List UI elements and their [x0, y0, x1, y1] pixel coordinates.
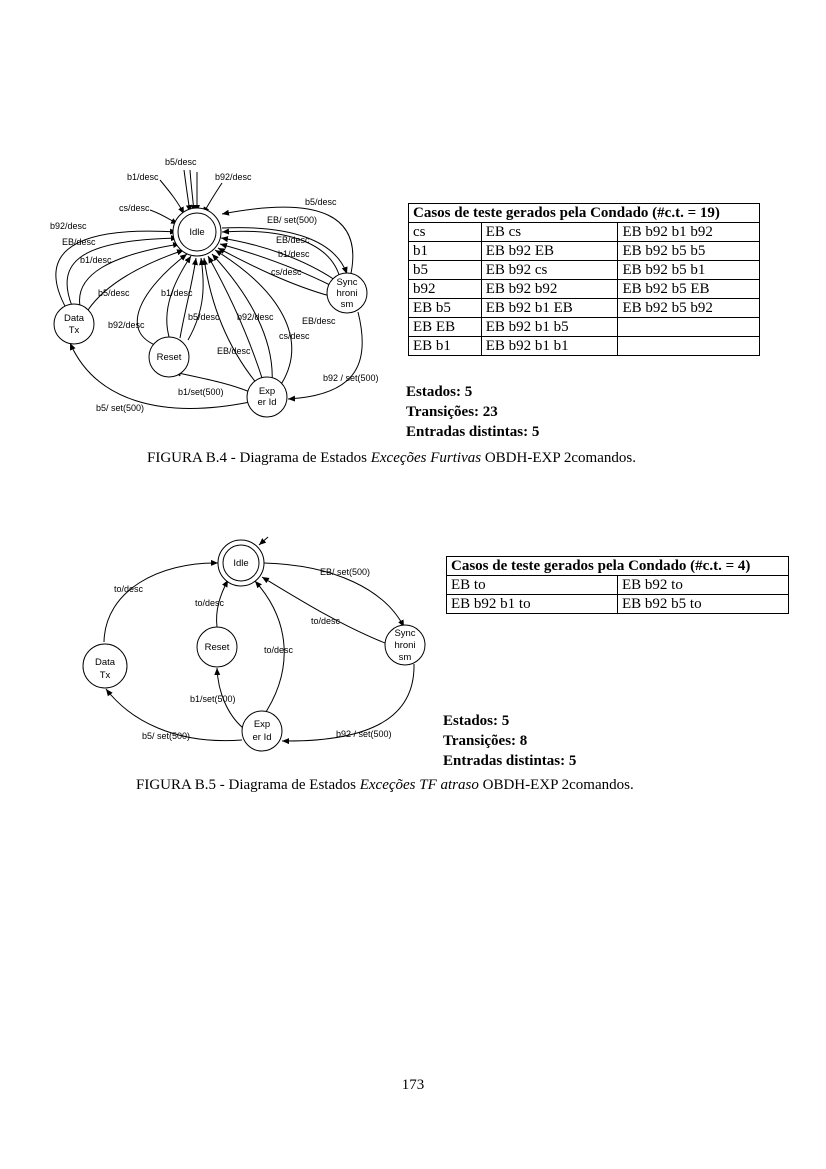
- b4-state-idle: [173, 208, 221, 256]
- svg-text:to/desc: to/desc: [264, 645, 294, 655]
- caption-italic: Exceções TF atraso: [359, 777, 479, 793]
- table-cell: [618, 318, 760, 337]
- svg-text:b5/desc: b5/desc: [188, 312, 220, 322]
- table-cell: EB b1: [409, 337, 482, 356]
- svg-text:Data: Data: [63, 313, 85, 324]
- table-cell: EB EB: [409, 318, 482, 337]
- b4-state-experid: [247, 377, 287, 417]
- svg-text:Reset: Reset: [156, 352, 182, 363]
- stat-transicoes: Transições: 8: [443, 733, 528, 749]
- b5-state-sync: [385, 625, 425, 665]
- svg-text:Sync: Sync: [394, 628, 416, 639]
- svg-text:b92 / set(500): b92 / set(500): [336, 729, 392, 739]
- table-cell: b1: [409, 242, 482, 261]
- svg-text:cs/desc: cs/desc: [279, 331, 310, 341]
- svg-text:hroni: hroni: [336, 288, 358, 299]
- table-row: [409, 242, 760, 261]
- table-cell: EB b92 to: [618, 576, 789, 595]
- stat-entradas: Entradas distintas: 5: [406, 424, 540, 440]
- svg-text:sm: sm: [340, 299, 354, 310]
- table-cell: [618, 337, 760, 356]
- table-cell: EB b92 b5 to: [618, 595, 789, 614]
- table-cell: cs: [409, 223, 482, 242]
- svg-text:Idle: Idle: [233, 558, 249, 569]
- stat-transicoes: Transições: 23: [406, 404, 498, 420]
- svg-text:b92/desc: b92/desc: [237, 312, 274, 322]
- stats-b4: [406, 382, 539, 442]
- stat-estados: Estados: 5: [443, 713, 510, 729]
- table-cell: EB b92 b5 b92: [618, 299, 760, 318]
- table-header: Casos de teste gerados pela Condado (#c.t. = 19): [409, 204, 760, 223]
- b4-state-sync: [327, 273, 367, 313]
- svg-text:Data: Data: [94, 657, 116, 668]
- table-row: [409, 299, 760, 318]
- svg-text:Tx: Tx: [68, 325, 80, 336]
- caption-suffix: OBDH-EXP 2comandos.: [478, 777, 634, 793]
- table-header: Casos de teste gerados pela Condado (#c.t. = 4): [447, 557, 789, 576]
- stat-estados: Estados: 5: [406, 384, 473, 400]
- table-cell: EB b92 b5 EB: [618, 280, 760, 299]
- svg-text:b1/set(500): b1/set(500): [178, 387, 224, 397]
- table-row: [447, 576, 789, 595]
- svg-text:EB/ set(500): EB/ set(500): [267, 215, 318, 225]
- svg-text:b1/desc: b1/desc: [278, 249, 310, 259]
- table-cell: EB b92 b5 b1: [618, 261, 760, 280]
- svg-text:sm: sm: [398, 652, 412, 663]
- svg-text:b92 / set(500): b92 / set(500): [323, 373, 379, 383]
- svg-text:b5/desc: b5/desc: [165, 157, 197, 167]
- table-cell: EB b92 b92: [481, 280, 618, 299]
- table-row: [409, 261, 760, 280]
- table-cell: EB b92 b1 to: [447, 595, 618, 614]
- b5-state-idle: [218, 540, 264, 586]
- svg-text:cs/desc: cs/desc: [271, 267, 302, 277]
- svg-text:b92/desc: b92/desc: [108, 320, 145, 330]
- caption-suffix: OBDH-EXP 2comandos.: [481, 450, 636, 466]
- table-cell: EB b92 b1 EB: [481, 299, 618, 318]
- stats-b5: [443, 711, 576, 771]
- figure-b4-diagram: [50, 157, 379, 417]
- svg-text:Tx: Tx: [99, 670, 111, 681]
- svg-text:EB/desc: EB/desc: [217, 346, 251, 356]
- svg-text:b5/ set(500): b5/ set(500): [142, 731, 191, 741]
- table-cell: EB b92 b1 b92: [618, 223, 760, 242]
- svg-text:b5/ set(500): b5/ set(500): [96, 403, 145, 413]
- svg-text:Exp: Exp: [258, 386, 276, 397]
- caption-prefix: FIGURA B.5 - Diagrama de Estados: [136, 777, 360, 793]
- table-row: [409, 318, 760, 337]
- svg-text:Sync: Sync: [336, 277, 358, 288]
- b5-state-experid: [242, 711, 282, 751]
- test-cases-table-b5: [446, 556, 789, 614]
- b5-state-reset: [197, 627, 237, 667]
- svg-text:to/desc: to/desc: [114, 584, 144, 594]
- svg-text:b1/desc: b1/desc: [161, 288, 193, 298]
- table-cell: EB b92 b1 b5: [481, 318, 618, 337]
- table-cell: EB b92 EB: [481, 242, 618, 261]
- svg-text:er Id: er Id: [257, 397, 277, 408]
- figure-caption-b5: [136, 777, 634, 794]
- svg-text:Reset: Reset: [204, 642, 230, 653]
- b5-state-datatx: [83, 644, 127, 688]
- svg-text:b5/desc: b5/desc: [98, 288, 130, 298]
- table-cell: EB cs: [481, 223, 618, 242]
- table-row: [409, 337, 760, 356]
- svg-text:Exp: Exp: [253, 719, 271, 730]
- test-cases-table-b4: [408, 203, 760, 356]
- b4-state-reset: [149, 337, 189, 377]
- svg-text:er Id: er Id: [252, 732, 272, 743]
- svg-text:EB/desc: EB/desc: [276, 235, 310, 245]
- svg-text:EB/desc: EB/desc: [62, 237, 96, 247]
- svg-text:Idle: Idle: [189, 227, 205, 238]
- svg-text:to/desc: to/desc: [311, 616, 341, 626]
- figure-b5-diagram: [83, 537, 425, 751]
- caption-italic: Exceções Furtivas: [370, 450, 482, 466]
- svg-text:to/desc: to/desc: [195, 598, 225, 608]
- b4-state-datatx: [54, 304, 94, 344]
- page-number: 173: [401, 1077, 425, 1093]
- svg-text:hroni: hroni: [394, 640, 416, 651]
- table-row: [409, 223, 760, 242]
- table-row: [447, 595, 789, 614]
- figure-caption-b4: [147, 450, 636, 467]
- svg-text:b92/desc: b92/desc: [215, 172, 252, 182]
- svg-text:EB/ set(500): EB/ set(500): [320, 567, 371, 577]
- svg-text:b1/set(500): b1/set(500): [190, 694, 236, 704]
- table-cell: EB to: [447, 576, 618, 595]
- table-cell: b5: [409, 261, 482, 280]
- svg-text:b5/desc: b5/desc: [305, 197, 337, 207]
- svg-text:b92/desc: b92/desc: [50, 221, 87, 231]
- svg-text:EB/desc: EB/desc: [302, 316, 336, 326]
- table-cell: EB b5: [409, 299, 482, 318]
- table-cell: EB b92 b5 b5: [618, 242, 760, 261]
- table-cell: EB b92 cs: [481, 261, 618, 280]
- svg-text:b1/desc: b1/desc: [127, 172, 159, 182]
- table-row: [409, 280, 760, 299]
- stat-entradas: Entradas distintas: 5: [443, 753, 577, 769]
- table-cell: b92: [409, 280, 482, 299]
- svg-text:cs/desc: cs/desc: [119, 203, 150, 213]
- svg-text:b1/desc: b1/desc: [80, 255, 112, 265]
- caption-prefix: FIGURA B.4 - Diagrama de Estados: [147, 450, 371, 466]
- table-cell: EB b92 b1 b1: [481, 337, 618, 356]
